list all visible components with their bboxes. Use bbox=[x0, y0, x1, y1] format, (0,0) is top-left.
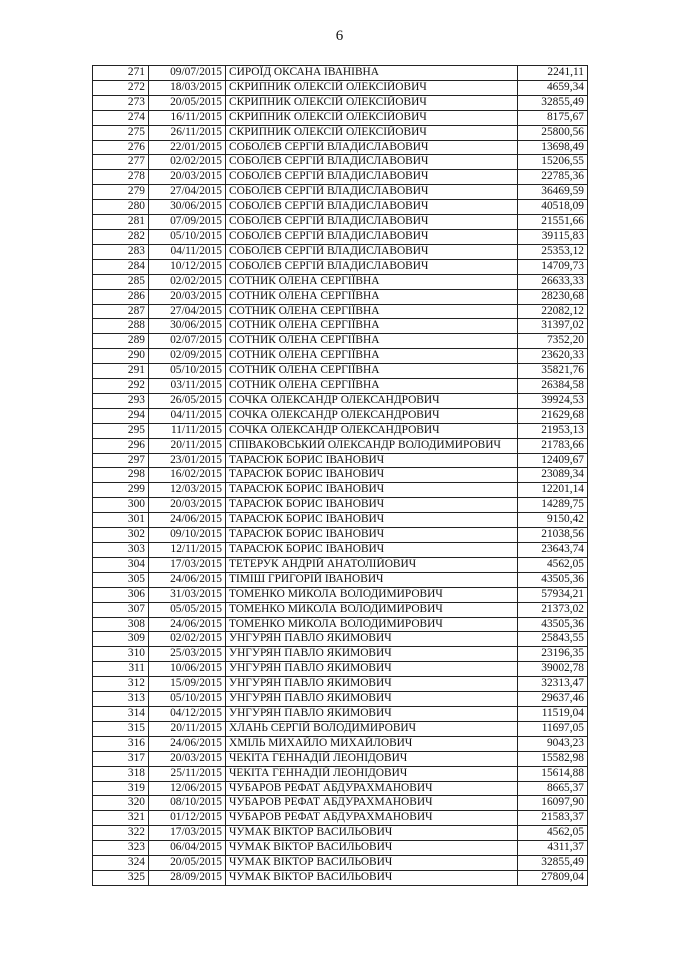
amount-cell: 7352,20 bbox=[518, 334, 588, 349]
row-number-cell: 320 bbox=[93, 796, 149, 811]
person-name-cell: СПІВАКОВСЬКИЙ ОЛЕКСАНДР ВОЛОДИМИРОВИЧ bbox=[226, 438, 518, 453]
person-name-cell: ТАРАСЮК БОРИС ІВАНОВИЧ bbox=[226, 513, 518, 528]
table-row bbox=[93, 200, 588, 215]
person-name-cell: УНГУРЯН ПАВЛО ЯКИМОВИЧ bbox=[226, 677, 518, 692]
table-row bbox=[93, 796, 588, 811]
amount-cell: 15614,88 bbox=[518, 766, 588, 781]
amount-cell: 12409,67 bbox=[518, 453, 588, 468]
person-name-cell: СКРИПНИК ОЛЕКСІЙ ОЛЕКСІЙОВИЧ bbox=[226, 80, 518, 95]
date-cell: 11/11/2015 bbox=[149, 423, 226, 438]
amount-cell: 22082,12 bbox=[518, 304, 588, 319]
date-cell: 25/11/2015 bbox=[149, 766, 226, 781]
date-cell: 20/03/2015 bbox=[149, 170, 226, 185]
row-number-cell: 292 bbox=[93, 379, 149, 394]
amount-cell: 15582,98 bbox=[518, 751, 588, 766]
amount-cell: 9043,23 bbox=[518, 736, 588, 751]
date-cell: 02/02/2015 bbox=[149, 274, 226, 289]
date-cell: 04/11/2015 bbox=[149, 244, 226, 259]
row-number-cell: 280 bbox=[93, 200, 149, 215]
person-name-cell: СОТНИК ОЛЕНА СЕРГІЇВНА bbox=[226, 379, 518, 394]
table-row bbox=[93, 468, 588, 483]
amount-cell: 39924,53 bbox=[518, 393, 588, 408]
row-number-cell: 309 bbox=[93, 632, 149, 647]
table-row bbox=[93, 349, 588, 364]
table-row bbox=[93, 304, 588, 319]
date-cell: 27/04/2015 bbox=[149, 185, 226, 200]
person-name-cell: УНГУРЯН ПАВЛО ЯКИМОВИЧ bbox=[226, 647, 518, 662]
table-row bbox=[93, 229, 588, 244]
table-row bbox=[93, 766, 588, 781]
person-name-cell: ТЕТЕРУК АНДРІЙ АНАТОЛІЙОВИЧ bbox=[226, 557, 518, 572]
amount-cell: 11697,05 bbox=[518, 721, 588, 736]
payments-table-body bbox=[93, 66, 588, 886]
table-row bbox=[93, 170, 588, 185]
row-number-cell: 303 bbox=[93, 543, 149, 558]
payments-table bbox=[92, 65, 588, 886]
date-cell: 26/05/2015 bbox=[149, 393, 226, 408]
amount-cell: 25800,56 bbox=[518, 125, 588, 140]
table-row bbox=[93, 513, 588, 528]
row-number-cell: 307 bbox=[93, 602, 149, 617]
table-row bbox=[93, 140, 588, 155]
row-number-cell: 275 bbox=[93, 125, 149, 140]
date-cell: 05/05/2015 bbox=[149, 602, 226, 617]
date-cell: 17/03/2015 bbox=[149, 557, 226, 572]
date-cell: 02/09/2015 bbox=[149, 349, 226, 364]
row-number-cell: 272 bbox=[93, 80, 149, 95]
amount-cell: 23620,33 bbox=[518, 349, 588, 364]
date-cell: 20/03/2015 bbox=[149, 751, 226, 766]
date-cell: 24/06/2015 bbox=[149, 617, 226, 632]
person-name-cell: СОБОЛЄВ СЕРГІЙ ВЛАДИСЛАВОВИЧ bbox=[226, 244, 518, 259]
table-row bbox=[93, 244, 588, 259]
amount-cell: 14289,75 bbox=[518, 498, 588, 513]
amount-cell: 57934,21 bbox=[518, 587, 588, 602]
row-number-cell: 298 bbox=[93, 468, 149, 483]
amount-cell: 23196,35 bbox=[518, 647, 588, 662]
row-number-cell: 313 bbox=[93, 692, 149, 707]
table-row bbox=[93, 647, 588, 662]
person-name-cell: ЧЕКІТА ГЕННАДІЙ ЛЕОНІДОВИЧ bbox=[226, 751, 518, 766]
date-cell: 27/04/2015 bbox=[149, 304, 226, 319]
date-cell: 20/11/2015 bbox=[149, 438, 226, 453]
date-cell: 24/06/2015 bbox=[149, 572, 226, 587]
date-cell: 02/07/2015 bbox=[149, 334, 226, 349]
table-row bbox=[93, 557, 588, 572]
person-name-cell: УНГУРЯН ПАВЛО ЯКИМОВИЧ bbox=[226, 662, 518, 677]
table-row bbox=[93, 319, 588, 334]
date-cell: 23/01/2015 bbox=[149, 453, 226, 468]
date-cell: 30/06/2015 bbox=[149, 319, 226, 334]
date-cell: 30/06/2015 bbox=[149, 200, 226, 215]
amount-cell: 29637,46 bbox=[518, 692, 588, 707]
amount-cell: 16097,90 bbox=[518, 796, 588, 811]
date-cell: 20/05/2015 bbox=[149, 95, 226, 110]
person-name-cell: СОЧКА ОЛЕКСАНДР ОЛЕКСАНДРОВИЧ bbox=[226, 408, 518, 423]
row-number-cell: 282 bbox=[93, 229, 149, 244]
amount-cell: 21038,56 bbox=[518, 528, 588, 543]
date-cell: 17/03/2015 bbox=[149, 826, 226, 841]
table-row bbox=[93, 811, 588, 826]
person-name-cell: СОБОЛЄВ СЕРГІЙ ВЛАДИСЛАВОВИЧ bbox=[226, 259, 518, 274]
date-cell: 05/10/2015 bbox=[149, 692, 226, 707]
date-cell: 01/12/2015 bbox=[149, 811, 226, 826]
amount-cell: 32313,47 bbox=[518, 677, 588, 692]
date-cell: 16/02/2015 bbox=[149, 468, 226, 483]
person-name-cell: ХЛАНЬ СЕРГІЙ ВОЛОДИМИРОВИЧ bbox=[226, 721, 518, 736]
amount-cell: 26384,58 bbox=[518, 379, 588, 394]
amount-cell: 32855,49 bbox=[518, 95, 588, 110]
row-number-cell: 321 bbox=[93, 811, 149, 826]
date-cell: 12/03/2015 bbox=[149, 483, 226, 498]
amount-cell: 39115,83 bbox=[518, 229, 588, 244]
person-name-cell: СОБОЛЄВ СЕРГІЙ ВЛАДИСЛАВОВИЧ bbox=[226, 170, 518, 185]
person-name-cell: ЧЕКІТА ГЕННАДІЙ ЛЕОНІДОВИЧ bbox=[226, 766, 518, 781]
amount-cell: 13698,49 bbox=[518, 140, 588, 155]
amount-cell: 23643,74 bbox=[518, 543, 588, 558]
table-row bbox=[93, 483, 588, 498]
row-number-cell: 291 bbox=[93, 364, 149, 379]
row-number-cell: 306 bbox=[93, 587, 149, 602]
person-name-cell: СОБОЛЄВ СЕРГІЙ ВЛАДИСЛАВОВИЧ bbox=[226, 155, 518, 170]
row-number-cell: 310 bbox=[93, 647, 149, 662]
person-name-cell: СИРОЇД ОКСАНА ІВАНІВНА bbox=[226, 66, 518, 81]
date-cell: 05/10/2015 bbox=[149, 229, 226, 244]
person-name-cell: СОТНИК ОЛЕНА СЕРГІЇВНА bbox=[226, 274, 518, 289]
person-name-cell: ТАРАСЮК БОРИС ІВАНОВИЧ bbox=[226, 483, 518, 498]
person-name-cell: УНГУРЯН ПАВЛО ЯКИМОВИЧ bbox=[226, 706, 518, 721]
row-number-cell: 301 bbox=[93, 513, 149, 528]
amount-cell: 43505,36 bbox=[518, 572, 588, 587]
date-cell: 03/11/2015 bbox=[149, 379, 226, 394]
table-row bbox=[93, 781, 588, 796]
person-name-cell: ТАРАСЮК БОРИС ІВАНОВИЧ bbox=[226, 528, 518, 543]
table-row bbox=[93, 706, 588, 721]
date-cell: 20/03/2015 bbox=[149, 289, 226, 304]
amount-cell: 21629,68 bbox=[518, 408, 588, 423]
amount-cell: 25353,12 bbox=[518, 244, 588, 259]
row-number-cell: 302 bbox=[93, 528, 149, 543]
date-cell: 10/12/2015 bbox=[149, 259, 226, 274]
table-row bbox=[93, 185, 588, 200]
date-cell: 25/03/2015 bbox=[149, 647, 226, 662]
table-row bbox=[93, 379, 588, 394]
amount-cell: 21953,13 bbox=[518, 423, 588, 438]
amount-cell: 21373,02 bbox=[518, 602, 588, 617]
row-number-cell: 293 bbox=[93, 393, 149, 408]
person-name-cell: ТАРАСЮК БОРИС ІВАНОВИЧ bbox=[226, 453, 518, 468]
person-name-cell: СОТНИК ОЛЕНА СЕРГІЇВНА bbox=[226, 349, 518, 364]
date-cell: 20/11/2015 bbox=[149, 721, 226, 736]
amount-cell: 21783,66 bbox=[518, 438, 588, 453]
person-name-cell: СОЧКА ОЛЕКСАНДР ОЛЕКСАНДРОВИЧ bbox=[226, 393, 518, 408]
amount-cell: 36469,59 bbox=[518, 185, 588, 200]
table-row bbox=[93, 110, 588, 125]
date-cell: 02/02/2015 bbox=[149, 155, 226, 170]
row-number-cell: 300 bbox=[93, 498, 149, 513]
table-row bbox=[93, 334, 588, 349]
date-cell: 18/03/2015 bbox=[149, 80, 226, 95]
amount-cell: 8665,37 bbox=[518, 781, 588, 796]
row-number-cell: 288 bbox=[93, 319, 149, 334]
row-number-cell: 279 bbox=[93, 185, 149, 200]
page-number: 6 bbox=[335, 28, 344, 44]
amount-cell: 22785,36 bbox=[518, 170, 588, 185]
person-name-cell: СОБОЛЄВ СЕРГІЙ ВЛАДИСЛАВОВИЧ bbox=[226, 215, 518, 230]
date-cell: 02/02/2015 bbox=[149, 632, 226, 647]
person-name-cell: УНГУРЯН ПАВЛО ЯКИМОВИЧ bbox=[226, 692, 518, 707]
table-row bbox=[93, 289, 588, 304]
amount-cell: 4562,05 bbox=[518, 826, 588, 841]
table-row bbox=[93, 543, 588, 558]
date-cell: 16/11/2015 bbox=[149, 110, 226, 125]
person-name-cell: СКРИПНИК ОЛЕКСІЙ ОЛЕКСІЙОВИЧ bbox=[226, 95, 518, 110]
row-number-cell: 319 bbox=[93, 781, 149, 796]
amount-cell: 25843,55 bbox=[518, 632, 588, 647]
row-number-cell: 304 bbox=[93, 557, 149, 572]
amount-cell: 31397,02 bbox=[518, 319, 588, 334]
table-row bbox=[93, 498, 588, 513]
person-name-cell: СОТНИК ОЛЕНА СЕРГІЇВНА bbox=[226, 304, 518, 319]
amount-cell: 9150,42 bbox=[518, 513, 588, 528]
table-row bbox=[93, 856, 588, 871]
table-row bbox=[93, 453, 588, 468]
person-name-cell: ЧУБАРОВ РЕФАТ АБДУРАХМАНОВИЧ bbox=[226, 781, 518, 796]
date-cell: 24/06/2015 bbox=[149, 513, 226, 528]
amount-cell: 27809,04 bbox=[518, 870, 588, 885]
date-cell: 05/10/2015 bbox=[149, 364, 226, 379]
row-number-cell: 281 bbox=[93, 215, 149, 230]
amount-cell: 43505,36 bbox=[518, 617, 588, 632]
person-name-cell: СОТНИК ОЛЕНА СЕРГІЇВНА bbox=[226, 364, 518, 379]
person-name-cell: ХМІЛЬ МИХАЙЛО МИХАЙЛОВИЧ bbox=[226, 736, 518, 751]
row-number-cell: 315 bbox=[93, 721, 149, 736]
row-number-cell: 271 bbox=[93, 66, 149, 81]
date-cell: 31/03/2015 bbox=[149, 587, 226, 602]
amount-cell: 2241,11 bbox=[518, 66, 588, 81]
date-cell: 20/03/2015 bbox=[149, 498, 226, 513]
row-number-cell: 324 bbox=[93, 856, 149, 871]
amount-cell: 15206,55 bbox=[518, 155, 588, 170]
row-number-cell: 289 bbox=[93, 334, 149, 349]
person-name-cell: ТІМІШ ГРИГОРІЙ ІВАНОВИЧ bbox=[226, 572, 518, 587]
row-number-cell: 286 bbox=[93, 289, 149, 304]
table-row bbox=[93, 274, 588, 289]
person-name-cell: СОТНИК ОЛЕНА СЕРГІЇВНА bbox=[226, 289, 518, 304]
person-name-cell: ТОМЕНКО МИКОЛА ВОЛОДИМИРОВИЧ bbox=[226, 617, 518, 632]
person-name-cell: СОБОЛЄВ СЕРГІЙ ВЛАДИСЛАВОВИЧ bbox=[226, 140, 518, 155]
table-row bbox=[93, 528, 588, 543]
table-row bbox=[93, 662, 588, 677]
person-name-cell: ЧУМАК ВІКТОР ВАСИЛЬОВИЧ bbox=[226, 826, 518, 841]
date-cell: 12/06/2015 bbox=[149, 781, 226, 796]
row-number-cell: 284 bbox=[93, 259, 149, 274]
person-name-cell: ЧУБАРОВ РЕФАТ АБДУРАХМАНОВИЧ bbox=[226, 811, 518, 826]
table-row bbox=[93, 841, 588, 856]
amount-cell: 39002,78 bbox=[518, 662, 588, 677]
row-number-cell: 323 bbox=[93, 841, 149, 856]
amount-cell: 4311,37 bbox=[518, 841, 588, 856]
date-cell: 28/09/2015 bbox=[149, 870, 226, 885]
row-number-cell: 274 bbox=[93, 110, 149, 125]
date-cell: 20/05/2015 bbox=[149, 856, 226, 871]
row-number-cell: 299 bbox=[93, 483, 149, 498]
amount-cell: 21551,66 bbox=[518, 215, 588, 230]
row-number-cell: 318 bbox=[93, 766, 149, 781]
amount-cell: 12201,14 bbox=[518, 483, 588, 498]
person-name-cell: СОТНИК ОЛЕНА СЕРГІЇВНА bbox=[226, 319, 518, 334]
table-row bbox=[93, 677, 588, 692]
amount-cell: 28230,68 bbox=[518, 289, 588, 304]
table-row bbox=[93, 692, 588, 707]
amount-cell: 4659,34 bbox=[518, 80, 588, 95]
amount-cell: 4562,05 bbox=[518, 557, 588, 572]
amount-cell: 26633,33 bbox=[518, 274, 588, 289]
table-row bbox=[93, 155, 588, 170]
date-cell: 12/11/2015 bbox=[149, 543, 226, 558]
row-number-cell: 290 bbox=[93, 349, 149, 364]
table-row bbox=[93, 438, 588, 453]
date-cell: 09/10/2015 bbox=[149, 528, 226, 543]
row-number-cell: 322 bbox=[93, 826, 149, 841]
date-cell: 22/01/2015 bbox=[149, 140, 226, 155]
person-name-cell: ТОМЕНКО МИКОЛА ВОЛОДИМИРОВИЧ bbox=[226, 602, 518, 617]
date-cell: 07/09/2015 bbox=[149, 215, 226, 230]
row-number-cell: 295 bbox=[93, 423, 149, 438]
date-cell: 09/07/2015 bbox=[149, 66, 226, 81]
date-cell: 24/06/2015 bbox=[149, 736, 226, 751]
table-row bbox=[93, 721, 588, 736]
person-name-cell: СОЧКА ОЛЕКСАНДР ОЛЕКСАНДРОВИЧ bbox=[226, 423, 518, 438]
table-row bbox=[93, 66, 588, 81]
row-number-cell: 287 bbox=[93, 304, 149, 319]
person-name-cell: ЧУМАК ВІКТОР ВАСИЛЬОВИЧ bbox=[226, 856, 518, 871]
date-cell: 26/11/2015 bbox=[149, 125, 226, 140]
table-row bbox=[93, 826, 588, 841]
row-number-cell: 312 bbox=[93, 677, 149, 692]
person-name-cell: УНГУРЯН ПАВЛО ЯКИМОВИЧ bbox=[226, 632, 518, 647]
table-row bbox=[93, 602, 588, 617]
table-row bbox=[93, 870, 588, 885]
person-name-cell: ЧУМАК ВІКТОР ВАСИЛЬОВИЧ bbox=[226, 870, 518, 885]
table-row bbox=[93, 408, 588, 423]
person-name-cell: СОБОЛЄВ СЕРГІЙ ВЛАДИСЛАВОВИЧ bbox=[226, 200, 518, 215]
row-number-cell: 325 bbox=[93, 870, 149, 885]
person-name-cell: СКРИПНИК ОЛЕКСІЙ ОЛЕКСІЙОВИЧ bbox=[226, 110, 518, 125]
row-number-cell: 273 bbox=[93, 95, 149, 110]
row-number-cell: 285 bbox=[93, 274, 149, 289]
table-row bbox=[93, 736, 588, 751]
row-number-cell: 278 bbox=[93, 170, 149, 185]
table-row bbox=[93, 632, 588, 647]
person-name-cell: ЧУМАК ВІКТОР ВАСИЛЬОВИЧ bbox=[226, 841, 518, 856]
table-row bbox=[93, 587, 588, 602]
amount-cell: 8175,67 bbox=[518, 110, 588, 125]
person-name-cell: ЧУБАРОВ РЕФАТ АБДУРАХМАНОВИЧ bbox=[226, 796, 518, 811]
person-name-cell: ТАРАСЮК БОРИС ІВАНОВИЧ bbox=[226, 468, 518, 483]
date-cell: 10/06/2015 bbox=[149, 662, 226, 677]
amount-cell: 11519,04 bbox=[518, 706, 588, 721]
row-number-cell: 305 bbox=[93, 572, 149, 587]
table-row bbox=[93, 215, 588, 230]
row-number-cell: 316 bbox=[93, 736, 149, 751]
amount-cell: 23089,34 bbox=[518, 468, 588, 483]
person-name-cell: СОБОЛЄВ СЕРГІЙ ВЛАДИСЛАВОВИЧ bbox=[226, 185, 518, 200]
row-number-cell: 297 bbox=[93, 453, 149, 468]
date-cell: 04/11/2015 bbox=[149, 408, 226, 423]
amount-cell: 21583,37 bbox=[518, 811, 588, 826]
table-row bbox=[93, 125, 588, 140]
amount-cell: 32855,49 bbox=[518, 856, 588, 871]
person-name-cell: СОТНИК ОЛЕНА СЕРГІЇВНА bbox=[226, 334, 518, 349]
table-row bbox=[93, 364, 588, 379]
person-name-cell: СКРИПНИК ОЛЕКСІЙ ОЛЕКСІЙОВИЧ bbox=[226, 125, 518, 140]
row-number-cell: 294 bbox=[93, 408, 149, 423]
table-row bbox=[93, 751, 588, 766]
row-number-cell: 276 bbox=[93, 140, 149, 155]
row-number-cell: 317 bbox=[93, 751, 149, 766]
row-number-cell: 296 bbox=[93, 438, 149, 453]
table-row bbox=[93, 617, 588, 632]
row-number-cell: 311 bbox=[93, 662, 149, 677]
table-row bbox=[93, 95, 588, 110]
table-row bbox=[93, 393, 588, 408]
person-name-cell: СОБОЛЄВ СЕРГІЙ ВЛАДИСЛАВОВИЧ bbox=[226, 229, 518, 244]
person-name-cell: ТОМЕНКО МИКОЛА ВОЛОДИМИРОВИЧ bbox=[226, 587, 518, 602]
person-name-cell: ТАРАСЮК БОРИС ІВАНОВИЧ bbox=[226, 498, 518, 513]
date-cell: 04/12/2015 bbox=[149, 706, 226, 721]
row-number-cell: 283 bbox=[93, 244, 149, 259]
table-row bbox=[93, 423, 588, 438]
table-row bbox=[93, 80, 588, 95]
amount-cell: 40518,09 bbox=[518, 200, 588, 215]
row-number-cell: 308 bbox=[93, 617, 149, 632]
date-cell: 06/04/2015 bbox=[149, 841, 226, 856]
amount-cell: 14709,73 bbox=[518, 259, 588, 274]
amount-cell: 35821,76 bbox=[518, 364, 588, 379]
date-cell: 08/10/2015 bbox=[149, 796, 226, 811]
table-row bbox=[93, 259, 588, 274]
date-cell: 15/09/2015 bbox=[149, 677, 226, 692]
table-row bbox=[93, 572, 588, 587]
row-number-cell: 314 bbox=[93, 706, 149, 721]
person-name-cell: ТАРАСЮК БОРИС ІВАНОВИЧ bbox=[226, 543, 518, 558]
row-number-cell: 277 bbox=[93, 155, 149, 170]
